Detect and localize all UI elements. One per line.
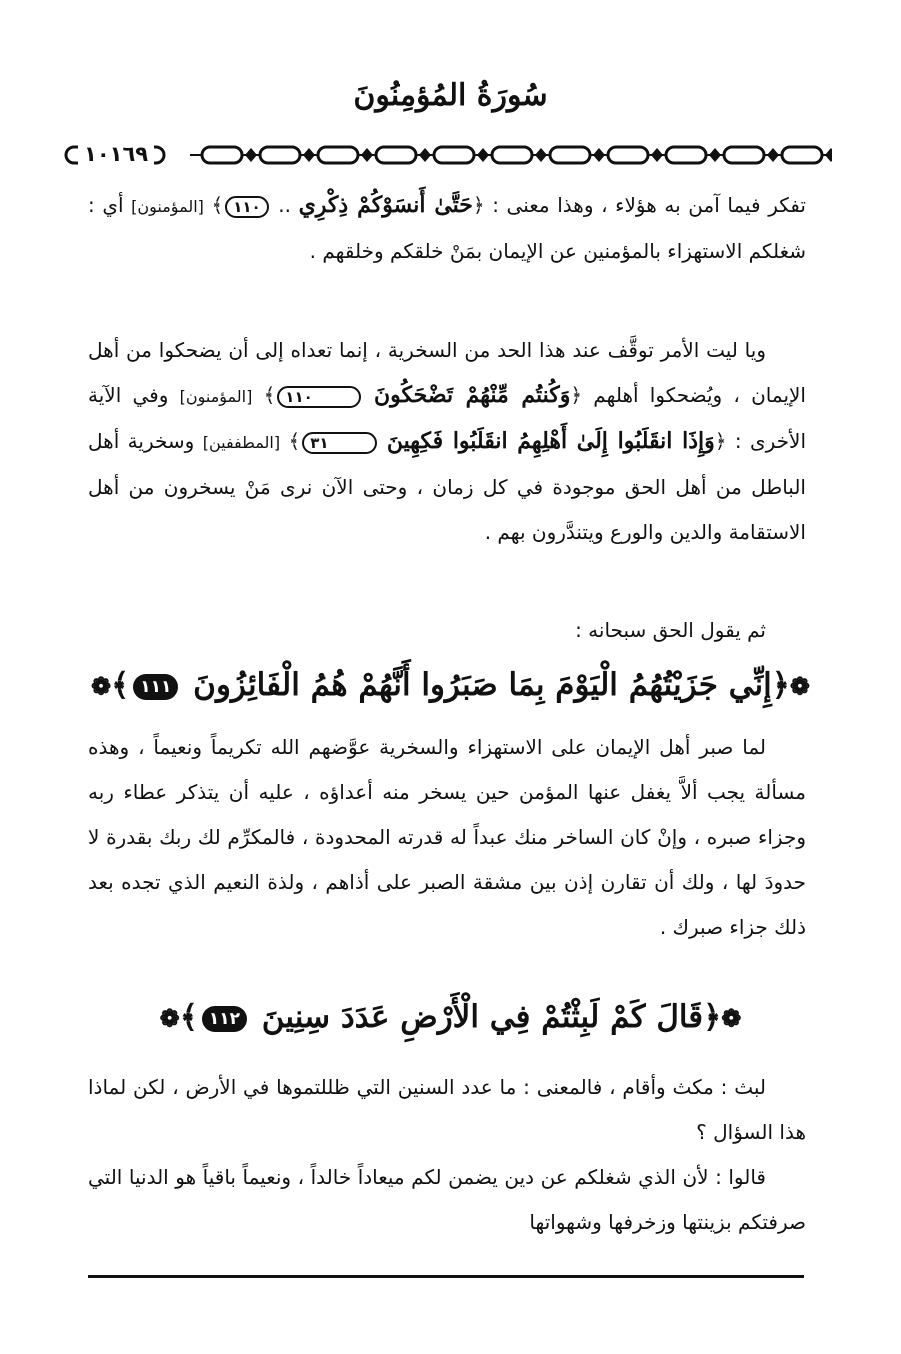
chain-link	[318, 147, 358, 163]
page-number: ١٠١٦٩	[78, 140, 154, 168]
paragraph-4	[88, 725, 806, 950]
chain-link	[724, 147, 764, 163]
text-span: ..	[270, 193, 299, 217]
chain-diamond	[535, 148, 547, 162]
surah-title: سُورَةُ المُؤمِنُونَ	[353, 78, 548, 113]
chain-diamond	[361, 148, 373, 162]
verse-open-bracket: ﴿	[771, 667, 790, 703]
chain-diamond	[303, 148, 315, 162]
chain-diamond	[593, 148, 605, 162]
verse-close-bracket: ﴾	[179, 999, 198, 1035]
verse-text: إِنِّي جَزَيْتُهُمُ الْيَوْمَ بِمَا صَبَرُوا أَنَّهُمْ هُمُ الْفَائِزُونَ	[193, 667, 772, 703]
verse-112	[60, 992, 841, 1044]
chain-diamond	[825, 148, 832, 162]
verse-open-bracket: ﴿	[703, 999, 722, 1035]
paragraph-5	[88, 1065, 806, 1155]
chain-link	[434, 147, 474, 163]
paragraph-2	[88, 328, 806, 555]
verse-111	[60, 660, 841, 712]
text-span: تفكر فيما آمن به هؤلاء ، وهذا معنى :	[484, 193, 806, 217]
text-span: وفي الآية الأخرى :	[88, 383, 807, 453]
chain-link	[492, 147, 532, 163]
chain-diamond	[419, 148, 431, 162]
quran-quote: حَتَّىٰ أَنسَوْكُمْ ذِكْرِي	[298, 192, 473, 218]
surah-reference: [المؤمنون]	[179, 387, 253, 406]
aya-number: ٣١	[302, 432, 376, 454]
verse-number: ١١١	[133, 674, 178, 700]
text-span: أي : شغلكم الاستهزاء بالمؤمنين عن الإيمان بمَنْ خلقكم وخلقهم .	[88, 193, 806, 263]
text-span: لما صبر أهل الإيمان على الاستهزاء والسخرية عوَّضهم الله تكريماً ونعيماً ، وهذه مسألة يجب ألاَّ يغفل عنها المؤمن حين يسخر منه أعداؤه ، عليه أن يتذكر عطاء ربه وجزاء صبره ، وإنْ كان الساخر منك عبداً له قدرته المحدودة ، فالمكرِّم لك ربك بقدرة لا حدودَ لها ، ولك أن تقارن إذن بين مشقة الصبر على أذاهم ، ولذة النعيم الذي تجده بعد ذلك جزاء صبرك .	[88, 735, 806, 939]
chain-link	[550, 147, 590, 163]
chain-diamond	[767, 148, 779, 162]
text-span: لبث : مكث وأقام ، فالمعنى : ما عدد السنين التي ظللتموها في الأرض ، لكن لماذا هذا السؤال ؟	[88, 1075, 806, 1144]
paragraph-3	[88, 608, 806, 653]
aya-number: ١١٠	[225, 196, 268, 218]
quran-quote: وَإِذَا انقَلَبُوا إِلَىٰ أَهْلِهِمُ انقَلَبُوا فَكِهِينَ	[386, 428, 715, 454]
verse-number: ١١٢	[202, 1006, 247, 1032]
surah-reference: [المؤمنون]	[131, 197, 204, 216]
verse-close-bracket: ﴾	[111, 667, 130, 703]
text-span: قالوا : لأن الذي شغلكم عن دين يضمن لكم ميعاداً خالداً ، ونعيماً باقياً هو الدنيا التي صرفتكم بزينتها وزخرفها وشهواتها	[88, 1165, 806, 1234]
chain-diamond	[245, 148, 257, 162]
verse-close-bracket: ﴾	[263, 383, 276, 407]
paragraph-1	[88, 183, 806, 274]
chain-link	[782, 147, 822, 163]
chain-link	[666, 147, 706, 163]
chain-link	[202, 147, 242, 163]
chain-link	[608, 147, 648, 163]
ornament-icon: ❁	[789, 671, 811, 701]
text-span: ويا ليت الأمر توقَّف عند هذا الحد من السخرية ، إنما تعداه إلى أن يضحكوا من أهل الإيمان ، ويُضحكوا أهلهم	[88, 338, 806, 407]
chain-diamond	[709, 148, 721, 162]
chain-diamond	[477, 148, 489, 162]
quran-quote: وَكُنتُم مِّنْهُمْ تَضْحَكُونَ	[374, 382, 571, 408]
ornament-icon: ❁	[721, 1003, 742, 1033]
ornamental-header-rule	[62, 138, 832, 172]
verse-open-bracket: ﴿	[570, 383, 583, 407]
ornament-icon: ❁	[159, 1003, 180, 1033]
surah-reference: [المطففين]	[202, 433, 281, 452]
verse-close-bracket: ﴾	[211, 193, 224, 217]
aya-number: ١١٠	[277, 386, 360, 408]
verse-text: قَالَ كَمْ لَبِثْتُمْ فِي الْأَرْضِ عَدَدَ سِنِينَ	[261, 999, 704, 1035]
verse-open-bracket: ﴿	[714, 429, 727, 453]
verse-close-bracket: ﴾	[288, 429, 301, 453]
chain-link	[260, 147, 300, 163]
footer-rule	[88, 1275, 804, 1278]
chain-diamond	[651, 148, 663, 162]
text-span: وسخرية أهل الباطل من أهل الحق موجودة في كل زمان ، وحتى الآن نرى مَنْ يسخرون من أهل الاستقامة والدين والورع ويتندَّرون بهم .	[88, 429, 806, 544]
verse-open-bracket: ﴿	[472, 193, 485, 217]
ornament-icon: ❁	[90, 671, 112, 701]
text-span: ثم يقول الحق سبحانه :	[575, 618, 766, 642]
chain-link	[376, 147, 416, 163]
paragraph-6	[88, 1155, 806, 1245]
